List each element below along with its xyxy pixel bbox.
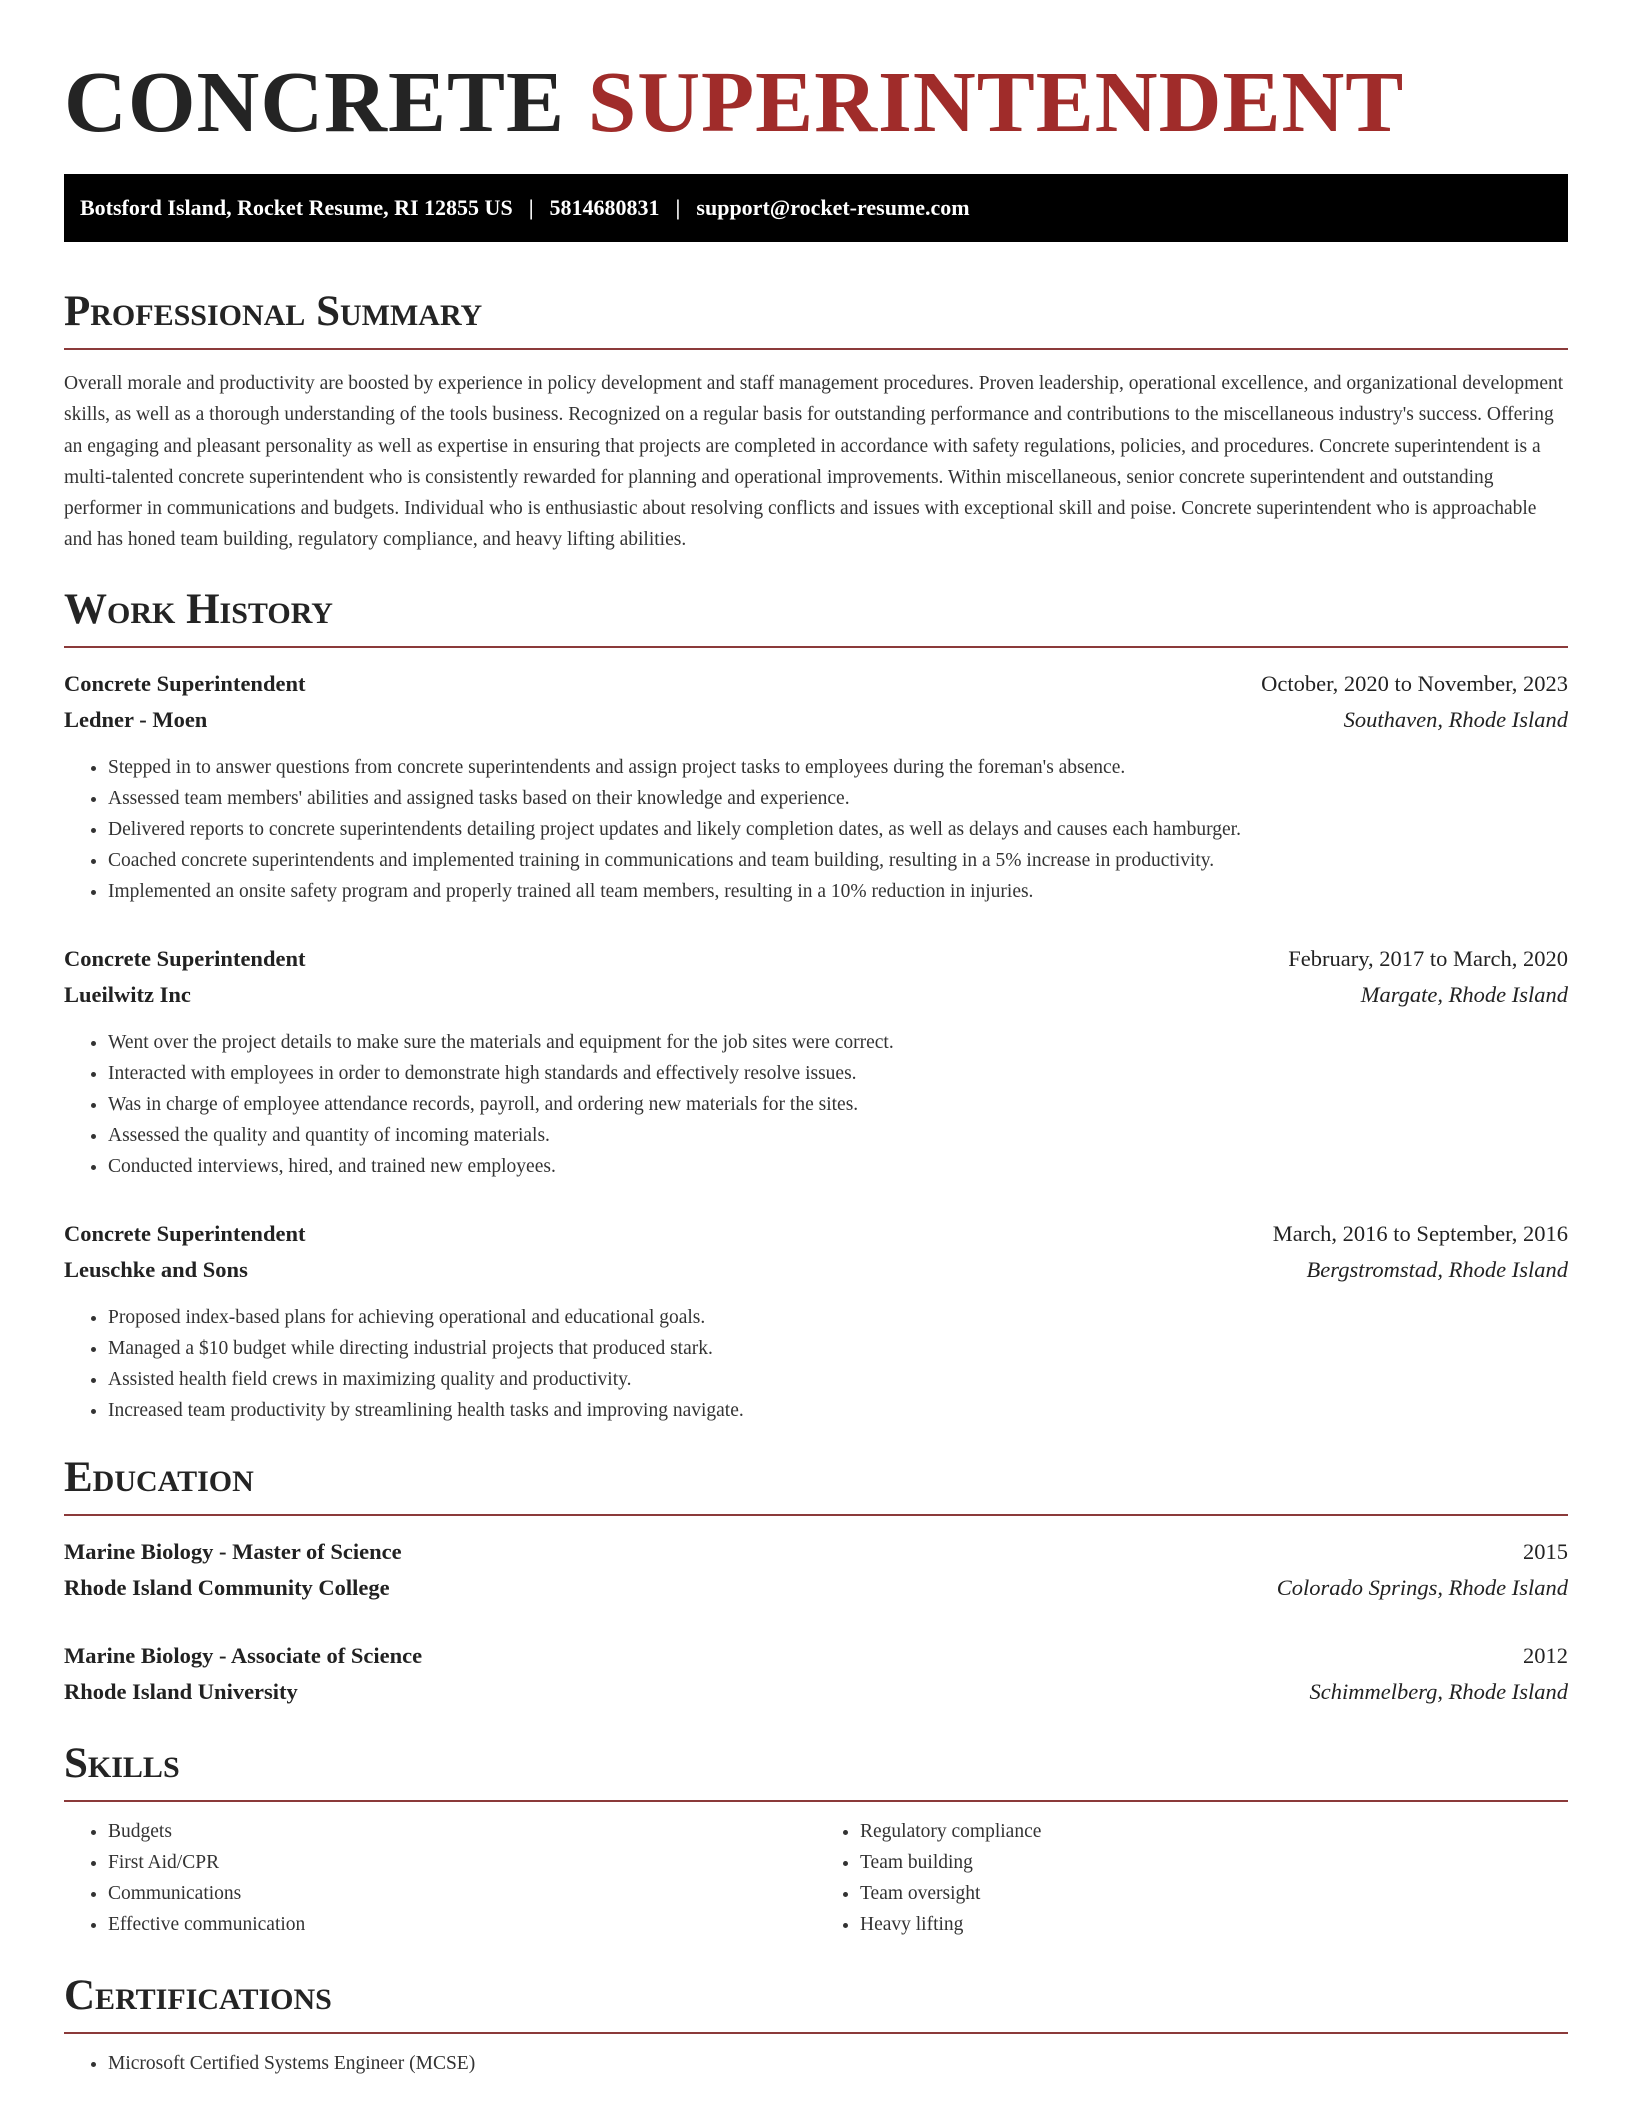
list-item: • Proposed index-based plans for achieving operational and educational goals. (108, 1302, 1568, 1333)
job-company-row (64, 977, 1568, 1013)
education-section (64, 1452, 1568, 1710)
certifications-list (64, 2048, 1568, 2079)
job-duties-list (64, 1302, 1568, 1426)
skills-list-right (816, 1816, 1568, 1940)
job-title: Concrete Superintendent (64, 1220, 306, 1246)
education-degree: Marine Biology - Master of Science (64, 1538, 402, 1564)
contact-bar (64, 174, 1568, 242)
skill-item: • Communications (108, 1878, 816, 1909)
job-company-row (64, 702, 1568, 738)
list-item: • Interacted with employees in order to demonstrate high standards and effectively resolve issues. (108, 1058, 1568, 1089)
list-item: • Assessed the quality and quantity of incoming materials. (108, 1120, 1568, 1151)
section-heading-education: Education (64, 1453, 254, 1501)
list-item: • Assisted health field crews in maximizing quality and productivity. (108, 1364, 1568, 1395)
section-heading-certifications: Certifications (64, 1971, 332, 2019)
job-company: Leuschke and Sons (64, 1256, 248, 1282)
contact-separator: | (528, 195, 534, 220)
education-school-row (64, 1674, 1568, 1710)
contact-separator: | (675, 195, 681, 220)
skills-section (64, 1738, 1568, 1940)
education-location: Colorado Springs, Rhode Island (1276, 1574, 1568, 1600)
job-entry (64, 666, 1568, 907)
section-divider (64, 646, 1568, 648)
job-duties-list (64, 1027, 1568, 1182)
list-item: • Increased team productivity by streamlining health tasks and improving navigate. (108, 1395, 1568, 1426)
list-item: • Delivered reports to concrete superintendents detailing project updates and likely completion dates, as well as delays and causes each hamburger. (108, 814, 1568, 845)
skill-item: • Regulatory compliance (860, 1816, 1568, 1847)
education-school: Rhode Island Community College (64, 1574, 390, 1600)
skill-item: • Heavy lifting (860, 1909, 1568, 1940)
job-location: Margate, Rhode Island (1360, 981, 1568, 1007)
job-header-row (64, 666, 1568, 702)
skill-item: • Team building (860, 1847, 1568, 1878)
section-divider (64, 348, 1568, 350)
job-dates: March, 2016 to September, 2016 (1272, 1220, 1568, 1246)
job-dates: October, 2020 to November, 2023 (1261, 670, 1568, 696)
job-duties-list (64, 752, 1568, 907)
education-degree: Marine Biology - Associate of Science (64, 1642, 423, 1668)
job-dates: February, 2017 to March, 2020 (1288, 945, 1568, 971)
job-title: Concrete Superintendent (64, 945, 306, 971)
page-title (64, 0, 1568, 152)
job-title: Concrete Superintendent (64, 670, 306, 696)
job-entry (64, 941, 1568, 1182)
list-item: • Went over the project details to make sure the materials and equipment for the job sites were correct. (108, 1027, 1568, 1058)
section-divider (64, 1514, 1568, 1516)
skill-item: • Budgets (108, 1816, 816, 1847)
education-year: 2015 (1523, 1538, 1568, 1564)
list-item: • Conducted interviews, hired, and trained new employees. (108, 1151, 1568, 1182)
work-history-section (64, 584, 1568, 1426)
contact-address: Botsford Island, Rocket Resume, RI 12855 US (80, 195, 513, 220)
list-item: • Was in charge of employee attendance records, payroll, and ordering new materials for the sites. (108, 1089, 1568, 1120)
education-location: Schimmelberg, Rhode Island (1309, 1678, 1568, 1704)
title-first-word: CONCRETE (64, 53, 566, 150)
title-last-word: SUPERINTENDENT (587, 53, 1405, 150)
section-heading-work: Work History (64, 585, 333, 633)
education-school-row (64, 1570, 1568, 1606)
skill-item: • Team oversight (860, 1878, 1568, 1909)
list-item: • Implemented an onsite safety program and properly trained all team members, resulting in a 10% reduction in injuries. (108, 876, 1568, 907)
contact-email: support@rocket-resume.com (696, 195, 970, 220)
job-company: Lueilwitz Inc (64, 981, 191, 1007)
list-item: • Assessed team members' abilities and assigned tasks based on their knowledge and experience. (108, 783, 1568, 814)
job-location: Bergstromstad, Rhode Island (1306, 1256, 1568, 1282)
education-year: 2012 (1523, 1642, 1568, 1668)
section-heading-skills: Skills (64, 1739, 180, 1787)
list-item: • Managed a $10 budget while directing industrial projects that produced stark. (108, 1333, 1568, 1364)
section-heading-summary: Professional Summary (64, 288, 483, 335)
skills-list-left (64, 1816, 816, 1940)
job-entry (64, 1216, 1568, 1426)
contact-phone: 5814680831 (549, 195, 660, 220)
education-school: Rhode Island University (64, 1678, 298, 1704)
education-degree-row (64, 1534, 1568, 1570)
job-header-row (64, 941, 1568, 977)
section-divider (64, 2032, 1568, 2034)
job-company: Ledner - Moen (64, 706, 208, 732)
education-degree-row (64, 1638, 1568, 1674)
skills-columns (64, 1802, 1568, 1940)
summary-text: Overall morale and productivity are boosted by experience in policy development and staff management procedures. Proven leadership, operational excellence, and organizational development skills, as well as a thorough understanding of the tools business. Recognized on a regular basis for outstanding performance and contributions to the miscellaneous industry's success. Offering an engaging and pleasant personality as well as expertise in ensuring that projects are completed in accordance with safety regulations, policies, and procedures. Concrete superintendent is a multi-talented concrete superintendent who is consistently rewarded for planning and operational improvements. Within miscellaneous, senior concrete superintendent and outstanding performer in communications and budgets. Individual who is enthusiastic about resolving conflicts and issues with exceptional skill and poise. Concrete superintendent who is approachable and has honed team building, regulatory compliance, and heavy lifting abilities. (64, 373, 1564, 551)
job-location: Southaven, Rhode Island (1343, 706, 1568, 732)
education-entry (64, 1534, 1568, 1606)
job-company-row (64, 1252, 1568, 1288)
certification-item: • Microsoft Certified Systems Engineer (MCSE) (108, 2048, 1568, 2079)
skill-item: • Effective communication (108, 1909, 816, 1940)
education-entry (64, 1638, 1568, 1710)
certifications-section (64, 1970, 1568, 2079)
list-item: • Stepped in to answer questions from concrete superintendents and assign project tasks to employees during the foreman's absence. (108, 752, 1568, 783)
job-header-row (64, 1216, 1568, 1252)
summary-section (64, 286, 1568, 556)
list-item: • Coached concrete superintendents and implemented training in communications and team building, resulting in a 5% increase in productivity. (108, 845, 1568, 876)
skill-item: • First Aid/CPR (108, 1847, 816, 1878)
